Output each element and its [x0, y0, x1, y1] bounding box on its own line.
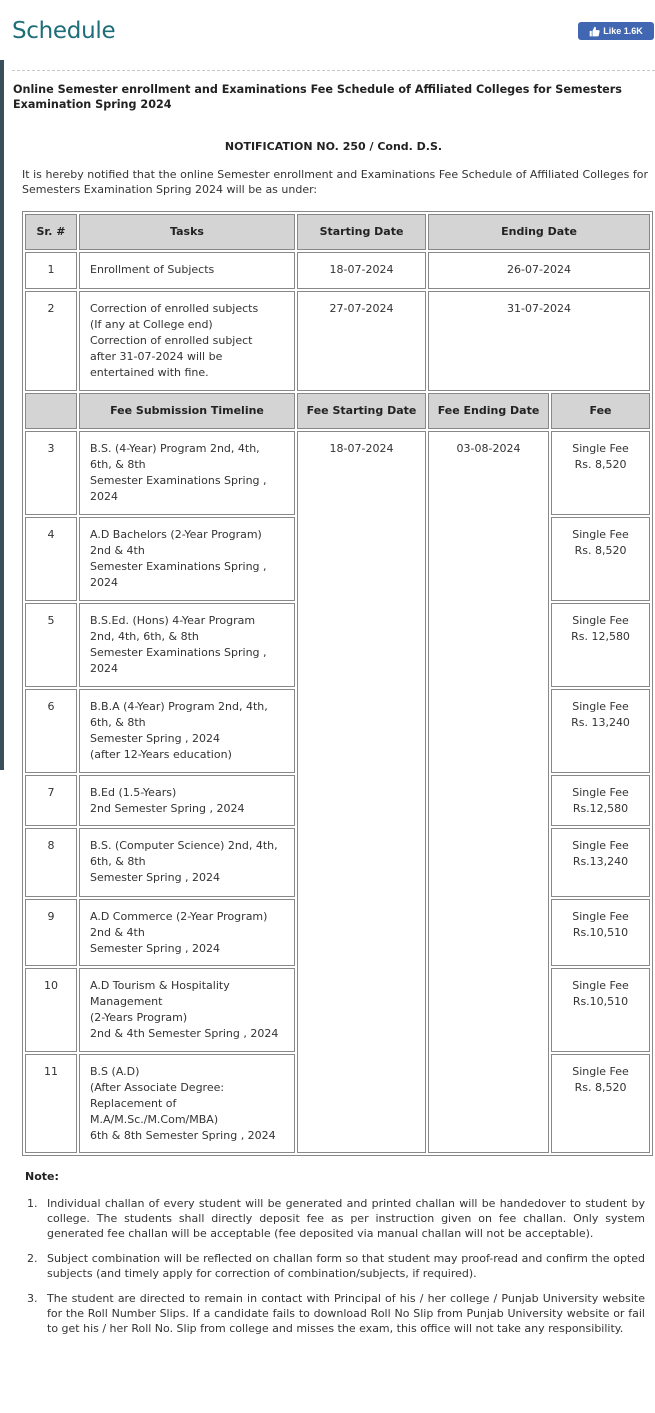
task-line: M.A/M.Sc./M.Com/MBA): [90, 1113, 219, 1126]
task-line: 2024: [90, 490, 118, 503]
task-cell: [79, 1054, 295, 1153]
task-line: B.S. (4-Year) Program 2nd, 4th,: [90, 442, 260, 455]
fee-cell: [551, 828, 650, 897]
task-line: B.B.A (4-Year) Program 2nd, 4th,: [90, 700, 268, 713]
task-line: Enrollment of Subjects: [90, 263, 215, 276]
like-count-label: Like 1.6K: [603, 26, 643, 36]
page-title: Schedule: [12, 18, 116, 44]
fee-amount: Rs. 8,520: [574, 1081, 627, 1094]
fee-amount: Rs.13,240: [572, 855, 629, 868]
task-line: 6th & 8th Semester Spring , 2024: [90, 1129, 276, 1142]
note-number: 1.: [27, 1197, 38, 1210]
header-fee-starting-date: Fee Starting Date: [297, 393, 426, 429]
fee-amount: Rs.10,510: [572, 995, 629, 1008]
task-line: Correction of enrolled subject: [90, 334, 253, 347]
task-line: Semester Examinations Spring ,: [90, 560, 267, 573]
sr-number: 1: [25, 252, 77, 289]
left-accent-bar: [0, 60, 4, 770]
task-line: (after 12-Years education): [90, 748, 232, 761]
fee-amount: Rs. 8,520: [574, 544, 627, 557]
sr-number: 11: [25, 1054, 77, 1153]
task-line: (If any at College end): [90, 318, 213, 331]
fee-cell: [551, 431, 650, 515]
notice-heading: Online Semester enrollment and Examinations Fee Schedule of Affiliated Colleges for Semesters Examination Spring 2024: [13, 83, 622, 111]
task-line: 2024: [90, 576, 118, 589]
note-item: [25, 1291, 645, 1336]
note-text: Individual challan of every student will be generated and printed challan will be handedover to student by college. The students shall directly deposit fee as per instruction given on fee challan. Only system generated fee challan will be acceptable (fee deposited via manual challan will not be acceptable).: [47, 1197, 645, 1240]
task-line: A.D Tourism & Hospitality: [90, 979, 230, 992]
note-item: [25, 1196, 645, 1241]
fee-type: Single Fee: [572, 910, 629, 923]
starting-date: 27-07-2024: [297, 291, 426, 391]
task-line: B.S (A.D): [90, 1065, 140, 1078]
task-line: B.S. (Computer Science) 2nd, 4th,: [90, 839, 278, 852]
fee-type: Single Fee: [572, 528, 629, 541]
sr-number: 4: [25, 517, 77, 601]
task-line: Semester Examinations Spring ,: [90, 474, 267, 487]
ending-date: 26-07-2024: [428, 252, 650, 289]
sr-number: 3: [25, 431, 77, 515]
header-sr: Sr. #: [25, 214, 77, 250]
fee-cell: [551, 1054, 650, 1153]
note-item: [25, 1251, 645, 1281]
task-line: 2nd & 4th Semester Spring , 2024: [90, 1027, 279, 1040]
header-blank: [25, 393, 77, 429]
schedule-table: [22, 211, 653, 1156]
title-divider: [12, 70, 655, 71]
header-tasks: Tasks: [79, 214, 295, 250]
table-row: [25, 291, 650, 391]
task-line: Correction of enrolled subjects: [90, 302, 259, 315]
sr-number: 7: [25, 775, 77, 826]
fee-amount: Rs. 13,240: [571, 716, 630, 729]
ending-date: 31-07-2024: [428, 291, 650, 391]
notice-intro: It is hereby notified that the online Semester enrollment and Examinations Fee Schedule of Affiliated Colleges for Semesters Examination Spring 2024 will be as under:: [22, 168, 648, 196]
fee-cell: [551, 517, 650, 601]
task-line: 2nd, 4th, 6th, & 8th: [90, 630, 199, 643]
fee-type: Single Fee: [572, 614, 629, 627]
fee-type: Single Fee: [572, 442, 629, 455]
sr-number: 2: [25, 291, 77, 391]
fee-starting-date: 18-07-2024: [297, 431, 426, 1153]
task-cell: [79, 252, 295, 289]
task-line: B.Ed (1.5-Years): [90, 786, 177, 799]
fee-cell: [551, 775, 650, 826]
task-line: Replacement of: [90, 1097, 177, 1110]
note-label: Note:: [25, 1170, 59, 1183]
task-line: (2-Years Program): [90, 1011, 188, 1024]
task-line: 2nd Semester Spring , 2024: [90, 802, 245, 815]
thumbs-up-icon: [589, 26, 600, 37]
task-line: 6th, & 8th: [90, 458, 146, 471]
table-row: [25, 431, 650, 515]
fee-type: Single Fee: [572, 839, 629, 852]
task-line: Semester Spring , 2024: [90, 732, 221, 745]
fee-amount: Rs.12,580: [572, 802, 629, 815]
fee-amount: Rs. 12,580: [571, 630, 630, 643]
task-line: Semester Spring , 2024: [90, 942, 221, 955]
task-line: (After Associate Degree:: [90, 1081, 225, 1094]
fee-type: Single Fee: [572, 1065, 629, 1078]
task-line: B.S.Ed. (Hons) 4-Year Program: [90, 614, 256, 627]
header-ending-date: Ending Date: [428, 214, 650, 250]
table-row: [25, 252, 650, 289]
task-line: Semester Spring , 2024: [90, 871, 221, 884]
starting-date: 18-07-2024: [297, 252, 426, 289]
task-line: 2nd & 4th: [90, 926, 145, 939]
header-fee: Fee: [551, 393, 650, 429]
sr-number: 8: [25, 828, 77, 897]
task-cell: [79, 431, 295, 515]
note-text: The student are directed to remain in contact with Principal of his / her college / Punjab University website for the Roll Number Slips. If a candidate fails to download Roll No Slip from Punjab University website or fail to get his / her Roll No. Slip from college and misses the exam, this office will not take any responsibility.: [47, 1292, 645, 1335]
task-cell: [79, 689, 295, 773]
fee-type: Single Fee: [572, 979, 629, 992]
task-line: Management: [90, 995, 163, 1008]
header-starting-date: Starting Date: [297, 214, 426, 250]
task-line: 2nd & 4th: [90, 544, 145, 557]
header-row: [25, 214, 650, 250]
sr-number: 10: [25, 968, 77, 1052]
task-line: entertained with fine.: [90, 366, 209, 379]
sr-number: 6: [25, 689, 77, 773]
header-fee-timeline: Fee Submission Timeline: [79, 393, 295, 429]
task-line: 6th, & 8th: [90, 716, 146, 729]
notification-number: NOTIFICATION NO. 250 / Cond. D.S.: [224, 140, 443, 153]
header-fee-ending-date: Fee Ending Date: [428, 393, 549, 429]
notes-list: [25, 1196, 645, 1346]
task-cell: [79, 828, 295, 897]
fee-cell: [551, 968, 650, 1052]
task-cell: [79, 899, 295, 966]
sr-number: 5: [25, 603, 77, 687]
task-line: A.D Bachelors (2-Year Program): [90, 528, 262, 541]
task-cell: [79, 603, 295, 687]
fee-cell: [551, 899, 650, 966]
task-cell: [79, 291, 295, 391]
note-text: Subject combination will be reflected on challan form so that student may proof-read and confirm the opted subjects (and timely apply for correction of combination/subjects, if required).: [47, 1252, 645, 1280]
task-cell: [79, 517, 295, 601]
sr-number: 9: [25, 899, 77, 966]
fee-cell: [551, 689, 650, 773]
fee-type: Single Fee: [572, 700, 629, 713]
task-line: after 31-07-2024 will be: [90, 350, 223, 363]
task-line: 2024: [90, 662, 118, 675]
task-line: A.D Commerce (2-Year Program): [90, 910, 268, 923]
task-line: 6th, & 8th: [90, 855, 146, 868]
task-cell: [79, 968, 295, 1052]
task-line: Semester Examinations Spring ,: [90, 646, 267, 659]
note-number: 3.: [27, 1292, 38, 1305]
facebook-like-button[interactable]: [578, 22, 654, 40]
fee-type: Single Fee: [572, 786, 629, 799]
fee-amount: Rs. 8,520: [574, 458, 627, 471]
task-cell: [79, 775, 295, 826]
fee-header-row: [25, 393, 650, 429]
fee-ending-date: 03-08-2024: [428, 431, 549, 1153]
note-number: 2.: [27, 1252, 38, 1265]
fee-cell: [551, 603, 650, 687]
fee-amount: Rs.10,510: [572, 926, 629, 939]
